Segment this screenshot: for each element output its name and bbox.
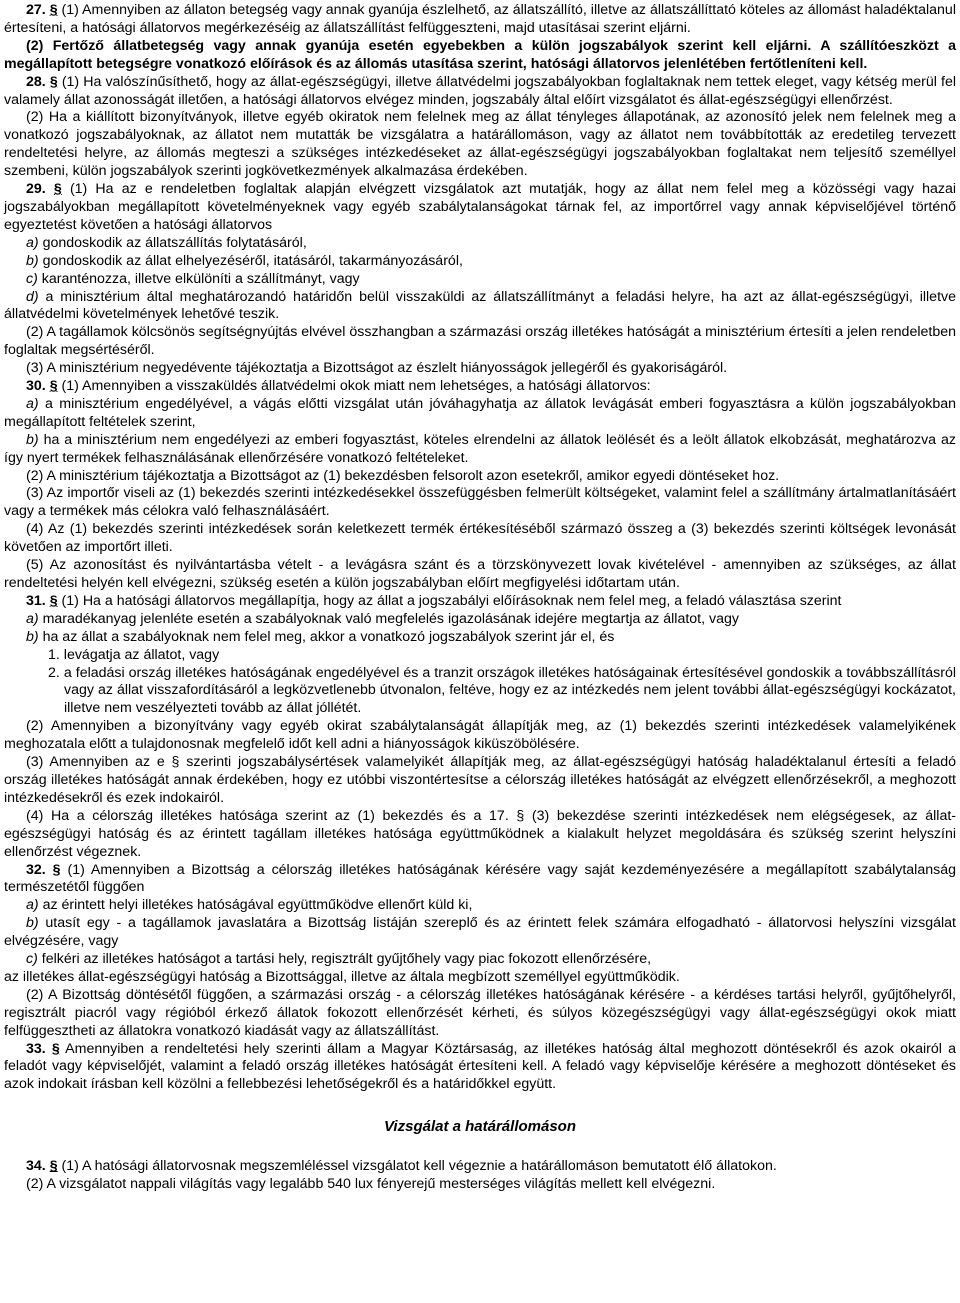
item-letter: b) — [26, 431, 39, 448]
paragraph-text: (1) Ha valószínűsíthető, hogy az állat-egészségügyi, illetve állatvédelmi jogszabályokban foglaltaknak nem tettek eleget, vagy kétség merül fel valamely állat azonosságát illetően, a hatósági állatorvos elvégez minden, jogszabály által előírt vizsgálatot és állat-egészségügyi ellenőrzést. — [4, 73, 956, 108]
section-sign: § — [49, 378, 58, 395]
paragraph-text: Amennyiben a rendeltetési hely szerinti állam a Magyar Köztársaság, az illetékes hatóság által meghozott döntésekről és azok okairól a feladót vagy képviselőjét, valamint a feladó ország illetékes hatóságát értesíteni kell. A feladó vagy képviselője kérésére a meghozott döntéseket és azok indokait írásban kell közölni a fellebbezési lehetőségekről és a határidőkkel együtt. — [4, 1040, 956, 1093]
section-29-paragraph-1 — [4, 181, 956, 235]
section-31-paragraph-2: (2) Amennyiben a bizonyítvány vagy egyéb okirat szabálytalanságát állapítják meg, az (1) bekezdés szerinti intézkedések valamelyikének meghozatala előtt a tulajdonosnak megfelelő időt kell adni a hiányosságok kiküszöbölésére. — [4, 718, 956, 753]
item-letter: b) — [26, 628, 39, 645]
item-text: ha a minisztérium nem engedélyezi az emberi fogyasztást, köteles elrendelni az állatok leölését és a leölt állatok elkobzását, meghatározva az így nyert termékek felhasználásának ellenőrzésére vonatkozó feltételeket. — [4, 431, 956, 466]
paragraph-text: (1) Ha a hatósági állatorvos megállapítja, hogy az állat a jogszabályi előírásoknak nem felel meg, a feladó választása szerint — [61, 592, 842, 609]
section-31-subitem-2 — [4, 665, 956, 719]
section-30-paragraph-4: (4) Az (1) bekezdés szerinti intézkedések során keletkezett termék értékesítéséből származó összeg a (3) bekezdés szerinti költségek levonását követően az importőrt illeti. — [4, 521, 956, 556]
section-sign: § — [53, 181, 62, 198]
item-text: gondoskodik az állatszállítás folytatásáról, — [42, 234, 307, 251]
item-letter: a) — [26, 897, 39, 914]
item-text: ha az állat a szabályoknak nem felel meg, akkor a vonatkozó jogszabályok szerint jár el, és — [42, 628, 615, 645]
section-29-item-a — [4, 235, 956, 253]
section-number: 34. — [26, 1158, 46, 1175]
section-31-paragraph-3: (3) Amennyiben az e § szerinti jogszabálysértések valamelyikét állapítják meg, az állat-egészségügyi hatóság haladéktalanul értesíti a feladó ország illetékes hatóságát annak érdekében, hogy ez utóbbi viszontértesítse a célország illetékes hatóságát az elvégzett ellenőrzésekről, a meghozott intézkedésekről és ezek indokairól. — [4, 754, 956, 806]
item-text: a minisztérium engedélyével, a vágás előtti vizsgálat után jóváhagyhatja az állatok levágását emberi fogyasztásra a külön jogszabályokban megállapított feltételek szerint, — [4, 395, 956, 430]
section-27-paragraph-1 — [4, 2, 956, 38]
subitem-number: 1. — [48, 646, 60, 663]
section-number: 33. — [26, 1040, 46, 1057]
subitem-number: 2. — [48, 664, 60, 681]
section-30-paragraph-3: (3) Az importőr viseli az (1) bekezdés szerinti intézkedésekkel összefüggésben felmerült költségeket, valamint felel a szállítmány ártalmatlanításáért vagy a termékek más célokra való felhasználásáért. — [4, 485, 956, 520]
item-letter: c) — [26, 951, 38, 968]
item-text: karanténozza, illetve elkülöníti a szállítmányt, vagy — [41, 270, 360, 287]
item-text: maradékanyag jelenléte esetén a szabályoknak való megfelelés igazolásának idejére megtartja az állatot, vagy — [42, 610, 739, 627]
section-27-paragraph-2: (2) Fertőző állatbetegség vagy annak gyanúja esetén egyebekben a külön jogszabályok szerint kell eljárni. A szállítóeszközt a megállapított betegségre vonatkozó előírások és az állomás utasítása szerint, hatósági állatorvos jelenlétében fertőtleníteni kell. — [4, 37, 956, 72]
section-33-paragraph-1 — [4, 1041, 956, 1095]
section-30-paragraph-5: (5) Az azonosítást és nyilvántartásba vételt - a levágásra szánt és a törzskönyvezett lovak kivételével - amennyiben az szükséges, az állat rendeltetési helyén kell elvégezni, szükség esetén a külön jogszabályban előírt megfigyelési időtartam után. — [4, 557, 956, 591]
section-30-paragraph-2: (2) A minisztérium tájékoztatja a Bizottságot az (1) bekezdésben felsorolt azon esetekről, amikor egyedi döntéseket hoz. — [26, 467, 780, 484]
item-text: utasít egy - a tagállamok javaslatára a Bizottság listáján szereplő és az érintett felek számára elfogadható - állatorvosi helyszíni vizsgálat elvégzésére, vagy — [4, 915, 956, 950]
subitem-text: a feladási ország illetékes hatóságának engedélyével és a tranzit országok illetékes hatóságainak értesítésével gondoskik a továbbszállításról vagy az állat visszafordításáról a legközvetlenebb útvonalon, feltéve, hogy ez az intézkedés nem jelent további állat-egészségügyi kockázatot, illetve nem veszélyezteti tovább az állat jóllétét. — [63, 664, 956, 717]
paragraph-text: (1) Amennyiben az állaton betegség vagy annak gyanúja észlelhető, az állatszállító, illetve az állatszállíttató köteles az állomást haladéktalanul értesíteni, a hatósági állatorvos megérkezéséig az állatszállítást felfüggeszteni, majd utasításai szerint eljárni. — [4, 2, 956, 36]
section-31-paragraph-1 — [4, 593, 956, 611]
section-heading: Vizsgálat a határállomáson — [383, 1118, 576, 1136]
section-32-paragraph-1 — [4, 862, 956, 898]
section-30-paragraph-1 — [4, 378, 956, 396]
section-32-item-a — [4, 897, 956, 915]
item-letter: a) — [26, 234, 39, 251]
section-sign: § — [49, 1158, 58, 1175]
section-28-paragraph-1 — [4, 74, 956, 110]
section-number: 29. — [26, 181, 46, 198]
item-letter: b) — [26, 915, 39, 932]
section-sign: § — [49, 2, 58, 18]
section-29-paragraph-3: (3) A minisztérium negyedévente tájékoztatja a Bizottságot az észlelt hiányosságok jellegéről és gyakoriságáról. — [26, 360, 728, 377]
section-32-paragraph-2: (2) A Bizottság döntésétől függően, a származási ország - a célország illetékes hatóságának kérésére - a kérdéses tartási helyről, gyűjtőhelyről, regisztrált piacról vagy régióból érkező állatok fokozott ellenőrzését kérheti, és súlyos közegészségügyi vagy állat-egészségügyi okok miatt felfüggesztheti az állatokra vonatkozó kiadását vagy az állatszállítást. — [4, 986, 956, 1039]
section-29-item-d — [4, 289, 956, 325]
section-31-item-b — [4, 629, 956, 647]
section-sign: § — [49, 73, 58, 90]
section-32-item-c — [4, 951, 956, 969]
section-30-item-b — [4, 432, 956, 468]
section-29-item-c — [4, 271, 956, 289]
section-28-paragraph-2: (2) Ha a kiállított bizonyítványok, illetve egyéb okiratok nem felelnek meg az állat tényleges állapotának, az azonosító jelek nem felelnek meg a vonatkozó jogszabályoknak, az állatot nem mutatták be vizsgálatra a határállomáson, vagy az állatot nem továbbították az eredetileg tervezett rendeltetési helyre, az állomás megteszi a szükséges intézkedéseket az állat-egészségügyi jogszabályokban foglaltakat nem teljesítő személlyel szembeni, külön jogszabályok szerinti jogkövetkezmények alkalmazása érdekében. — [4, 109, 956, 180]
section-number: 32. — [26, 861, 46, 878]
section-32-item-b — [4, 915, 956, 951]
section-29-item-b — [4, 253, 956, 271]
section-sign: § — [52, 861, 61, 878]
item-letter: a) — [26, 610, 39, 627]
section-32-paragraph-1-tail: az illetékes állat-egészségügyi hatóság a Bizottsággal, illetve az általa megbízott személlyel együttműködik. — [4, 968, 680, 985]
item-text: a minisztérium által meghatározandó határidőn belül visszaküldi az állatszállítmányt a feladási helyre, ha azt az állat-egészségügyi, illetve állatvédelmi követelmények lehetővé teszik. — [4, 288, 956, 323]
section-34-paragraph-1 — [4, 1158, 956, 1176]
section-number: 28. — [26, 73, 46, 90]
item-letter: a) — [26, 395, 39, 412]
item-letter: c) — [26, 270, 38, 287]
section-31-subitem-1 — [4, 647, 956, 665]
section-29-paragraph-2: (2) A tagállamok kölcsönös segítségnyújtás elvével összhangban a származási ország illetékes hatóságát a minisztérium értesíti a jelen rendeletben foglaltak megsértéséről. — [4, 324, 956, 359]
paragraph-text: (1) Amennyiben a Bizottság a célország illetékes hatóságának kérésére vagy saját kezdeményezésére a megállapított szabálytalanság természetétől függően — [4, 861, 956, 896]
section-number: 30. — [26, 378, 46, 395]
item-text: az érintett helyi illetékes hatóságával együttműködve ellenőrt küld ki, — [42, 897, 473, 914]
section-sign: § — [49, 592, 58, 609]
section-number: 27. — [26, 2, 46, 18]
section-31-item-a — [4, 611, 956, 629]
paragraph-text: (1) A hatósági állatorvosnak megszemléléssel vizsgálatot kell végeznie a határállomáson bemutatott élő állatokon. — [61, 1158, 777, 1175]
section-number: 31. — [26, 592, 46, 609]
item-text: felkéri az illetékes hatóságot a tartási hely, regisztrált gyűjtőhely vagy piac fokozott ellenőrzésére, — [41, 951, 652, 968]
subitem-text: levágatja az állatot, vagy — [63, 646, 220, 663]
section-30-item-a — [4, 396, 956, 432]
paragraph-text: (1) Amennyiben a visszaküldés állatvédelmi okok miatt nem lehetséges, a hatósági állatorvos: — [61, 378, 651, 395]
section-sign: § — [51, 1040, 60, 1057]
item-text: gondoskodik az állat elhelyezéséről, itatásáról, takarmányozásáról, — [42, 252, 463, 269]
section-34-paragraph-2: (2) A vizsgálatot nappali világítás vagy legalább 540 lux fényerejű mesterséges világítás mellett kell elvégezni. — [26, 1176, 716, 1193]
item-letter: b) — [26, 252, 39, 269]
item-letter: d) — [26, 288, 39, 305]
paragraph-text: (1) Ha az e rendeletben foglaltak alapján elvégzett vizsgálatok azt mutatják, hogy az állat nem felel meg a közösségi vagy hazai jogszabályokban megállapított követelményeknek vagy egyéb szabálytalanságokat tárnak fel, az importőrrel vagy annak képviselőjével történő egyeztetést követően a hatósági állatorvos — [4, 181, 957, 233]
section-31-paragraph-4: (4) Ha a célország illetékes hatósága szerint az (1) bekezdés és a 17. § (3) bekezdése szerinti intézkedések nem elégségesek, az állat-egészségügyi hatóság és az érintett tagállam illetékes hatósága együttműködnek a kialakult helyzet megoldására és szükség szerint helyszíni ellenőrzést végeznek. — [4, 807, 956, 860]
